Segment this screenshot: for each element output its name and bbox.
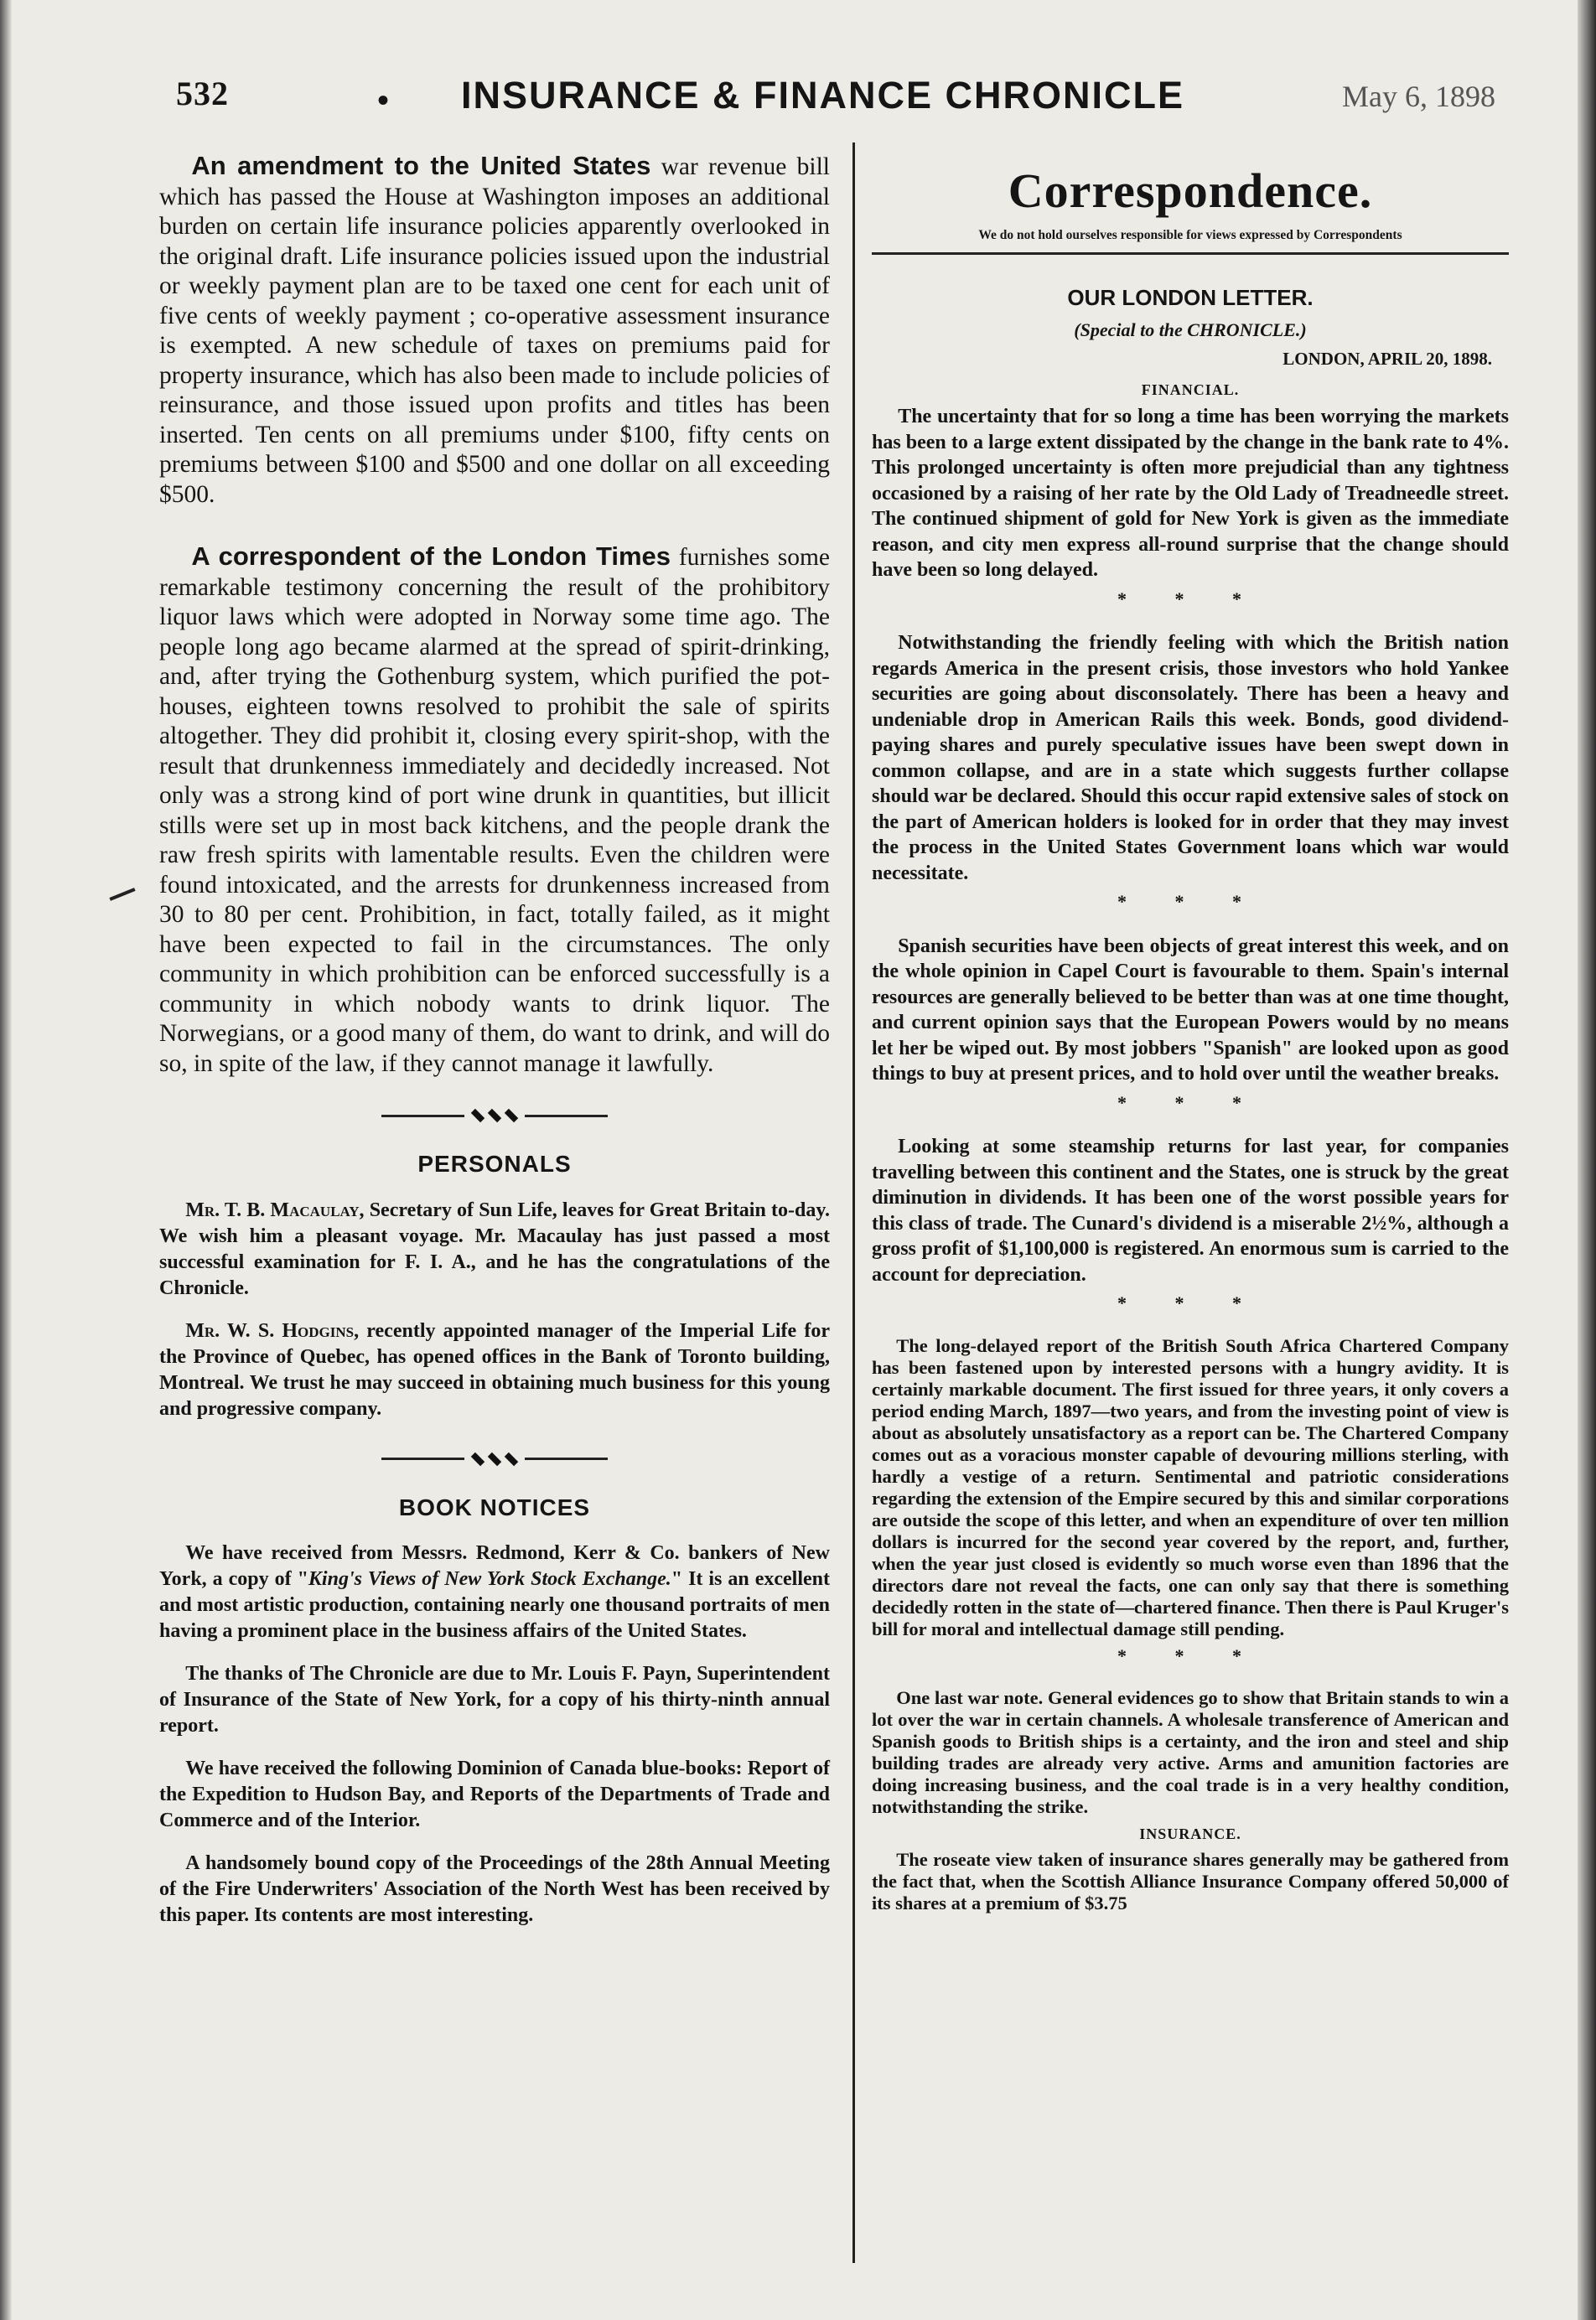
header-dot: • bbox=[377, 81, 390, 119]
letter-paragraph: Spanish securities have been objects of great interest this week, and on the whole opinion in Capel Court is favourable to them. Spain's internal resources are generally believed to be better than was at one time thought, and current opinion says that the European Powers would by no means let her be wiped out. By most jobbers "Spanish" are looked upon as good things to buy at present prices, and to hold over until the weather breaks. bbox=[872, 935, 1509, 1085]
letter-paragraph: Notwithstanding the friendly feeling with which the British nation regards America in the present crisis, those investors who hold Yankee securities are going about disconsolately. There has been a heavy and undeniable drop in American Rails this week. Bonds, good dividend-paying shares and purely speculative issues have been swept down in common collapse, and are in a state which suggests further collapse should war be declared. Should this occur rapid extensive sales of stock on the part of American holders is looked for in order that they may invest the process in the United States Government loans which war would necessitate. bbox=[872, 632, 1509, 884]
left-column bbox=[159, 151, 830, 1945]
disclaimer: We do not hold ourselves responsible for views expressed by Correspondents bbox=[978, 228, 1402, 242]
book-title: King's Views of New York Stock Exchange. bbox=[308, 1568, 671, 1590]
letter-subtitle: (Special to the CHRONICLE.) bbox=[1074, 318, 1307, 340]
letter-paragraph: The roseate view taken of insurance shares generally may be gathered from the fact that, when the Scottish Alliance Insurance Company offered 50,000 of its shares at a premium of $3.75 bbox=[872, 1848, 1509, 1913]
section-stars: * * * bbox=[1117, 1091, 1263, 1113]
person-name: Mr. W. S. Hodgins, bbox=[185, 1319, 360, 1342]
page-edge-left bbox=[0, 0, 12, 2320]
article-war-revenue bbox=[159, 151, 830, 510]
section-stars: * * * bbox=[1117, 1644, 1263, 1666]
section-stars: * * * bbox=[1117, 588, 1263, 609]
personal-text: Secretary of Sun Life, leaves for Great Britain to-day. We wish him a pleasant voyage. Mr. Macaulay has just passed a most successful examination for F. I. A., and he has the congratulations of the Chronicle. bbox=[159, 1199, 830, 1299]
personal-item bbox=[159, 1318, 830, 1422]
insurance-heading: INSURANCE. bbox=[1139, 1825, 1241, 1842]
book-notice-item: We have received from Messrs. Redmond, Kerr & Co. bankers of New York, a copy of "King's Views of New York Stock Exchange." It is an excellent and most artistic production, containing nearly one thousand portraits of men having a prominent place in the business affairs of the United States. bbox=[159, 1542, 830, 1642]
page-edge-right bbox=[1578, 0, 1596, 2320]
letter-title: OUR LONDON LETTER. bbox=[1067, 285, 1314, 310]
section-stars: * * * bbox=[1117, 891, 1263, 912]
person-name: Mr. T. B. Macaulay, bbox=[185, 1199, 365, 1221]
letter-paragraph: The long-delayed report of the British South Africa Chartered Company has been fastened upon by interested persons with a hungry avidity. It is certainly markable document. The first issued for three years, it only covers a period ending March, 1897—two years, and from the investing point of view is about as absolutely unsatisfactory as a report can be. The Chartered Company comes out as a voracious monster capable of devouring millions sterling, with hardly a vestige of a return. Sentimental and patriotic considerations regarding the extension of the Empire secured by this and similar corporations are outside the scope of this letter, and when an expenditure of over ten million dollars is incurred for the second year covered by the report, and, further, when the year just closed is evidently so much worse even than 1896 that the directors dare not reveal the facts, one can only say that there is something decidedly rotten in the state of—chartered finance. Then there is Paul Kruger's bill for moral and intellectual damage still pending. bbox=[872, 1334, 1509, 1639]
personals-section bbox=[159, 1198, 830, 1422]
letter-paragraph: One last war note. General evidences go to show that Britain stands to win a lot over the war in certain channels. A wholesale transference of American and Spanish goods to British ships is a certainty, and the iron and steel and ship building trades are already very active. Arms and amunition factories are doing increasing business, and the coal trade is in a very healthy condition, notwithstanding the strike. bbox=[872, 1687, 1509, 1817]
correspondence-masthead: Correspondence. bbox=[1008, 163, 1373, 218]
personal-item bbox=[159, 1198, 830, 1302]
personals-heading: PERSONALS bbox=[417, 1151, 572, 1177]
financial-heading: FINANCIAL. bbox=[1141, 381, 1240, 398]
margin-pencil-mark bbox=[109, 888, 135, 901]
book-notice-item: We have received the following Dominion of Canada blue-books: Report of the Expedition to Hudson Bay, and Reports of the Departments of Trade and Commerce and of the Interior. bbox=[159, 1758, 830, 1831]
page-header bbox=[168, 74, 1495, 124]
article-body: war revenue bill which has passed the House at Washington imposes an additional burden on certain life insurance policies apparently overlooked in the original draft. Life insurance policies issued upon the industrial or weekly payment plan are to be taxed one cent for each unit of five cents of weekly payment ; co-operative assessment insurance is exempted. A new schedule of taxes on premiums paid for property insurance, which has also been made to include policies of reinsurance, and those issued upon profits and titles has been inserted. Ten cents on all premiums under $100, fifty cents on premiums between $100 and $500 and one dollar on all exceeding $500. bbox=[159, 153, 830, 508]
column-divider bbox=[852, 142, 855, 2263]
article-lead: A correspondent of the London Times bbox=[191, 541, 671, 571]
horizontal-rule bbox=[872, 252, 1509, 255]
book-notices-section bbox=[159, 1541, 830, 1929]
letter-paragraph: The uncertainty that for so long a time has been worrying the markets has been to a large extent dissipated by the change in the bank rate to 4%. This prolonged uncertainty is often more prejudicial than any tightness occasioned by a raising of her rate by the Old Lady of Treadneedle street. The continued shipment of gold for New York is given as the immediate reason, and city men express all-round surprise that the change should have been so long delayed. bbox=[872, 406, 1509, 581]
book-notice-item: A handsomely bound copy of the Proceedings of the 28th Annual Meeting of the Fire Underwriters' Association of the North West has been received by this paper. Its contents are most interesting. bbox=[159, 1852, 830, 1926]
issue-date: May 6, 1898 bbox=[1342, 80, 1495, 113]
article-norway-prohibition bbox=[159, 541, 830, 1079]
ornament-divider bbox=[381, 1451, 608, 1468]
personal-text: recently appointed manager of the Imperial Life for the Province of Quebec, has opened offices in the Bank of Toronto building, Montreal. We trust he may succeed in obtaining much business for this young and progressive company. bbox=[159, 1319, 830, 1420]
page-number: 532 bbox=[176, 75, 229, 112]
journal-title: INSURANCE & FINANCE CHRONICLE bbox=[461, 74, 1185, 117]
letter-dateline: LONDON, APRIL 20, 1898. bbox=[1282, 349, 1492, 369]
ornament-divider bbox=[381, 1107, 608, 1124]
section-stars: * * * bbox=[1117, 1292, 1263, 1313]
letter-paragraph: Looking at some steamship returns for last year, for companies travelling between this continent and the States, one is struck by the great diminution in dividends. It has been one of the worst possible years for this class of trade. The Cunard's dividend is a miserable 2½%, although a gross profit of $1,100,000 is registered. An enormous sum is carried to the account for depreciation. bbox=[872, 1136, 1509, 1286]
book-notice-item: The thanks of The Chronicle are due to Mr. Louis F. Payn, Superintendent of Insurance of the State of New York, for a copy of his thirty-ninth annual report. bbox=[159, 1663, 830, 1737]
book-notices-heading: BOOK NOTICES bbox=[398, 1494, 591, 1520]
right-column bbox=[872, 163, 1509, 1914]
article-body: furnishes some remarkable testimony concerning the result of the prohibitory liquor laws which were adopted in Norway some time ago. The people long ago became alarmed at the spread of spirit-drinking, and, after trying the Gothenburg system, which purified the pot-houses, eighteen towns resolved to prohibit the sale of spirits altogether. They did prohibit it, closing every spirit-shop, with the result that drunkenness immediately and decidedly increased. Not only was a strong kind of port wine drunk in quantities, but illicit stills were set up in most back kitchens, and the people drank the raw fresh spirits with lamentable results. Even the children were found intoxicated, and the arrests for drunkenness increased from 30 to 80 per cent. Prohibition, in fact, totally failed, as it might have been expected to fail in the circumstances. The only community in which prohibition can be enforced successfully is a community in which nobody wants to drink liquor. The Norwegians, or a good many of them, do want to drink, and will do so, in spite of the law, if they cannot manage it lawfully. bbox=[159, 544, 830, 1077]
article-lead: An amendment to the United States bbox=[191, 151, 651, 180]
